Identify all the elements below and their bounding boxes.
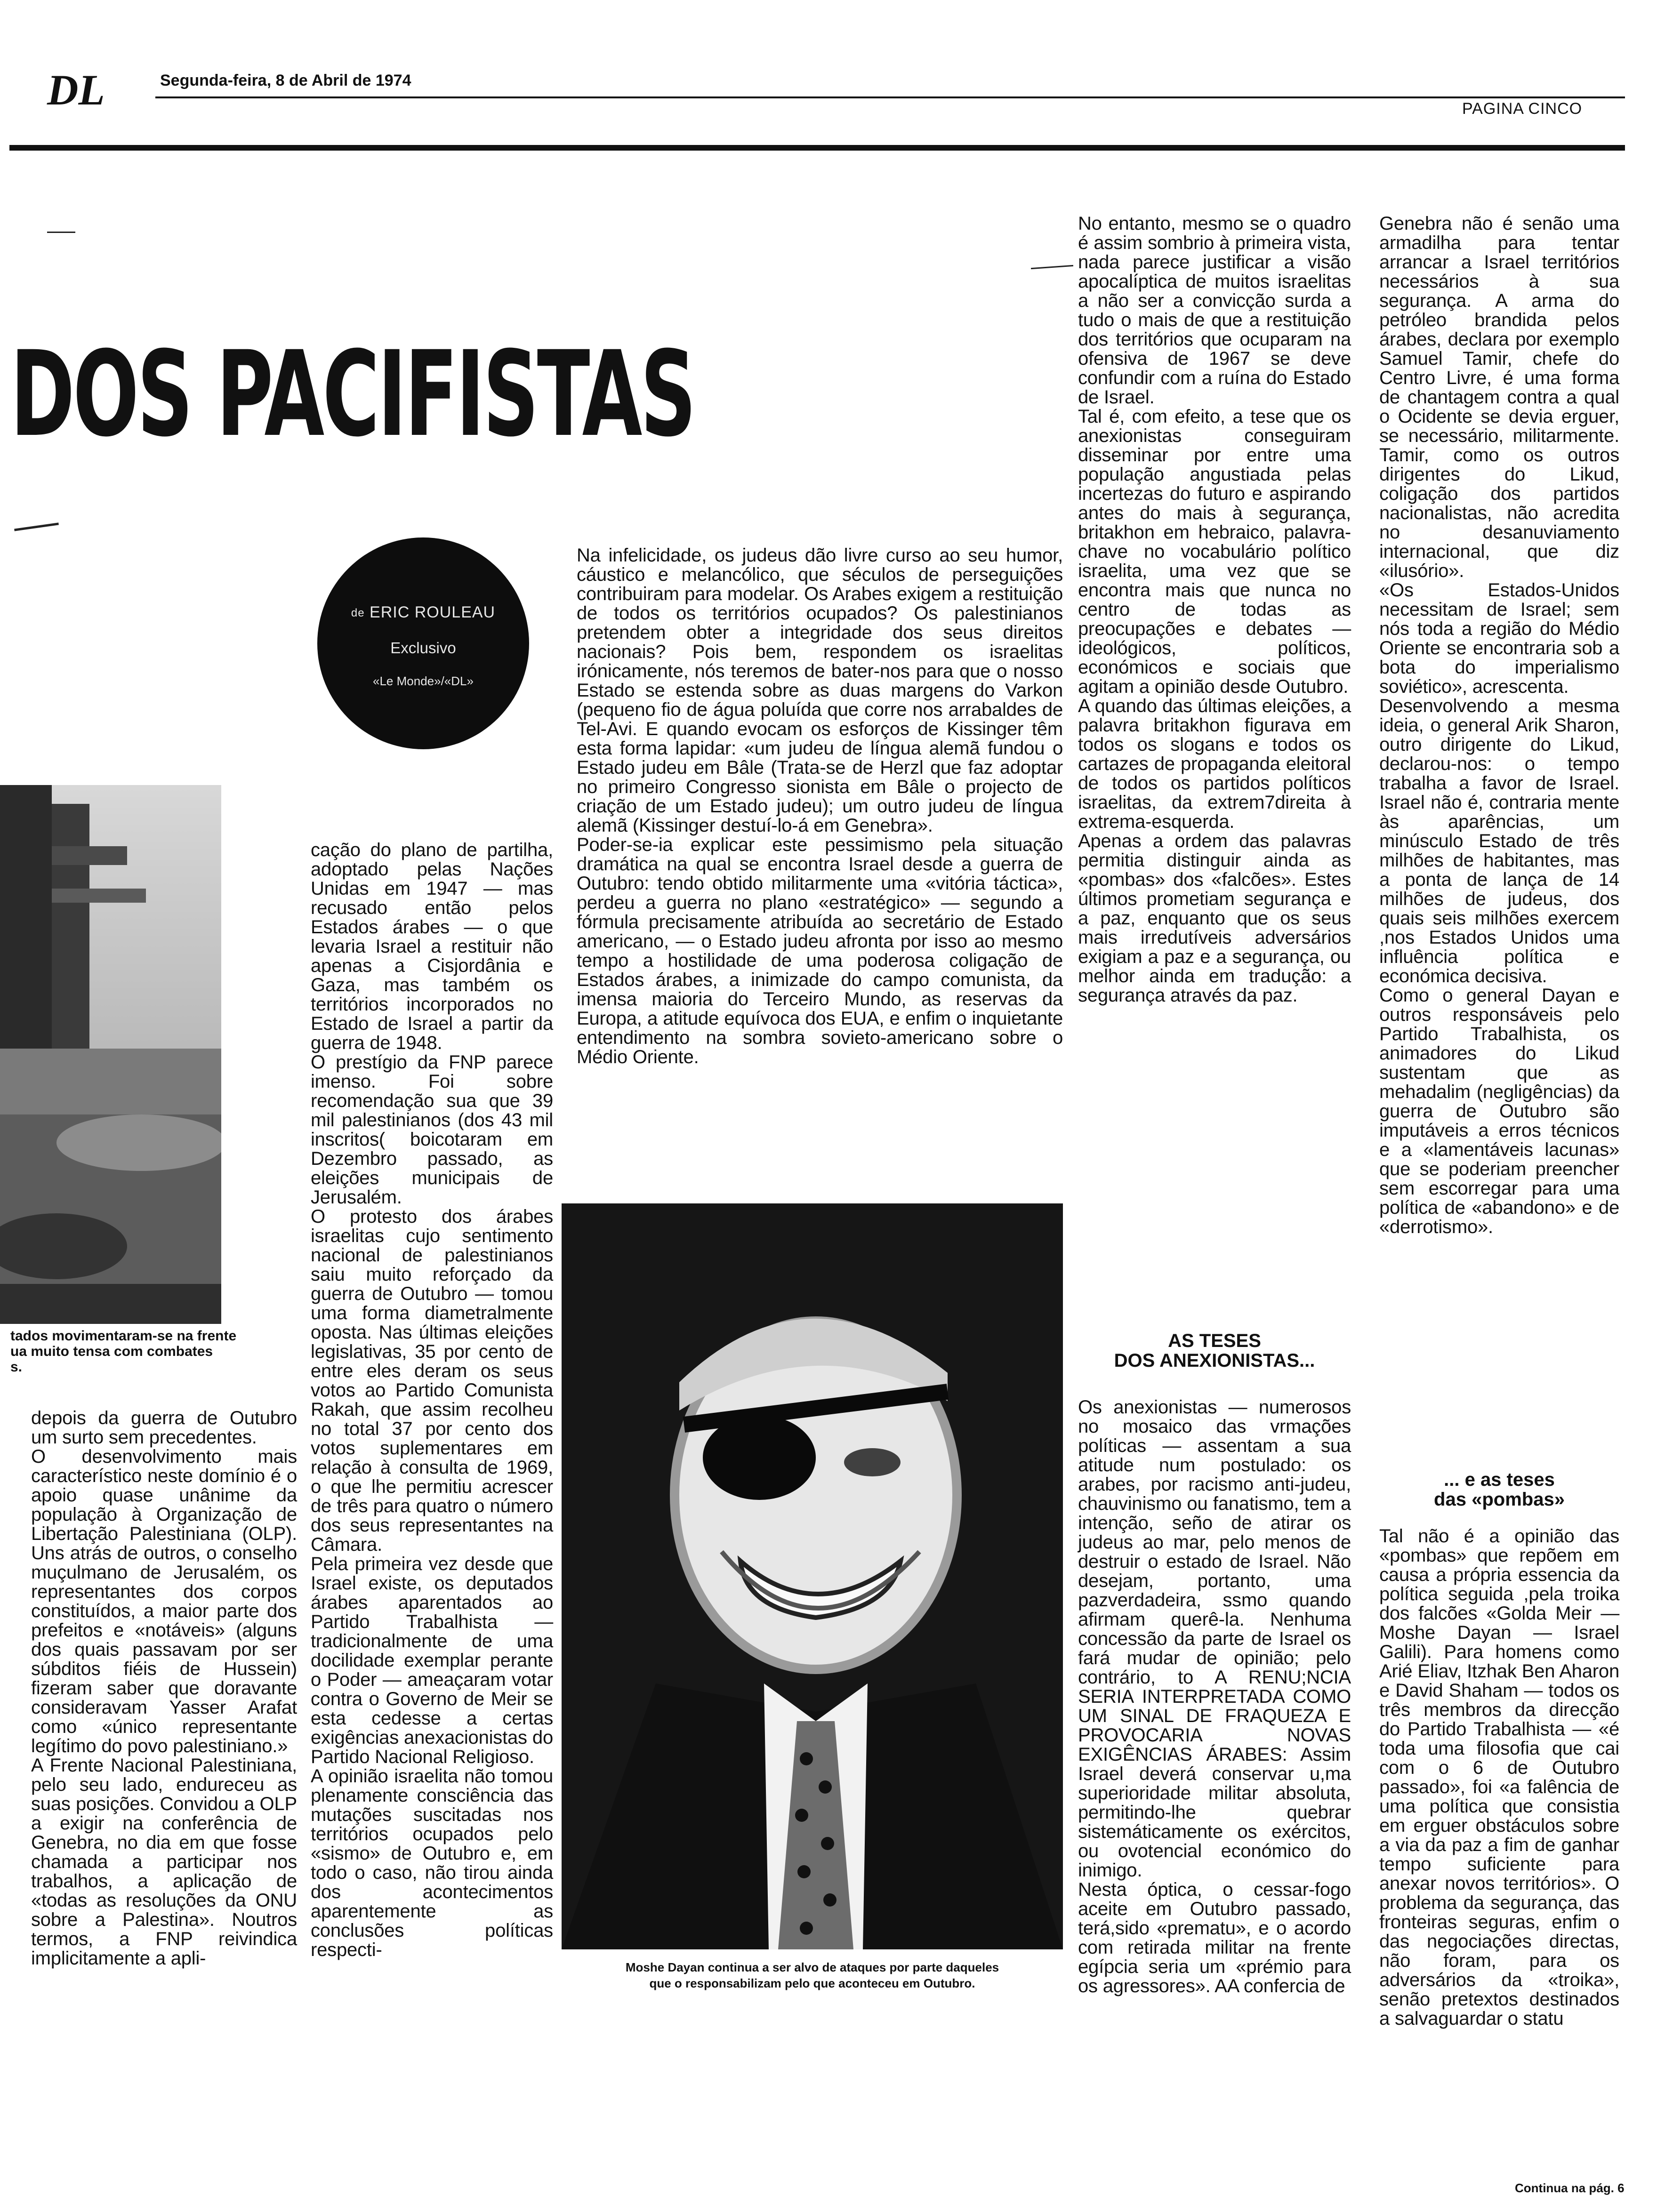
header-rule-thin (155, 96, 1625, 98)
left-news-photo (0, 785, 221, 1324)
byline-badge (317, 537, 529, 749)
page-label: PAGINA CINCO (1462, 100, 1583, 118)
header-rule-thick (9, 145, 1625, 151)
left-photo-caption: tados movimentaram-se na frente ua muito tensa com combates s. (10, 1328, 237, 1375)
issue-date: Segunda-feira, 8 de Abril de 1974 (160, 72, 411, 89)
stray-mark (47, 232, 75, 233)
article-col-1: depois da guerra de Outubro um surto sem precedentes. O desenvolvimento mais característico neste domínio é o apoio quase unânime da população à Organização de Libertação Palestiniana (OLP). Uns atrás de outros, o conselho muçulmano de Jerusalém, os representantes dos corpos constituídos, a maior parte dos prefeitos e «notáveis» (alguns dos quais passavam por ser súbditos fiéis de Hussein) fizeram saber que doravante consideravam Yasser Arafat como «único representante legítimo do povo palestiniano.» A Frente Nacional Palestiniana, pelo seu lado, endureceu as suas posições. Convidou a OLP a exigir na conferência de Genebra, no dia em que fosse chamada a participar nos trabalhos, a aplicação de «todas as resoluções da ONU sobre a Palestina». Noutros termos, a FNP reivindica implicitamente a apli- (31, 1408, 297, 1969)
subhead-anexionistas: AS TESES DOS ANEXIONISTAS... (1114, 1330, 1315, 1371)
article-col-5-upper: Genebra não é senão uma armadilha para tentar arrancar a Israel territórios necessários à sua segurança. A arma do petróleo brandida pelos árabes, declara por exemplo Samuel Tamir, chefe do Centro Livre, é uma forma de chantagem contra a qual o Ocidente se devia erguer, se necessário, militarmente. Tamir, como os outros dirigentes do Likud, coligação dos partidos nacionalistas, não acredita no desanuviamento internacional, que diz «ilusório». «Os Estados-Unidos necessitam de Israel; sem nós toda a região do Médio Oriente se encontraria sob a bota do imperialismo soviético», acrescenta. Desenvolvendo a mesma ideia, o general Arik Sharon, outro dirigente do Likud, declarou-nos: o tempo trabalha a favor de Israel. Israel não é, contraria mente às aparências, um minúsculo Estado de três milhões de habitantes, mas a ponta de lança de 14 milhões de judeus, dos quais seis milhões exercem ,nos Estados Unidos uma influência política e económica decisiva. Como o general Dayan e outros responsáveis pelo Partido Trabalhista, os animadores do Likud sustentam que as mehadalim (negligências) da guerra de Outubro são imputáveis a erros técnicos e a «lamentáveis lacunas» que se poderiam preencher sem escorregar para uma política de «abandono» e de «derrotismo». (1379, 213, 1619, 1237)
article-col-4-upper: No entanto, mesmo se o quadro é assim sombrio à primeira vista, nada parece justificar a visão apocalíptica de muitos israelitas a não ser a convicção surda a tudo o mais de que a restituição dos territórios que ocuparam na ofensiva de 1967 se deve confundir com a ruína do Estado de Israel. Tal é, com efeito, a tese que os anexionistas conseguiram disseminar por entre uma população angustiada pelas incertezas do futuro e aspirando antes do mais à segurança, britakhon em hebraico, palavra-chave no vocabulário político israelita, uma vez que se encontra mais que nunca no centro de todas as preocupações e debates — ideológicos, políticos, económicos e sociais que agitam a opinião desde Outubro. A quando das últimas eleições, a palavra britakhon figurava em todos os slogans e todos os cartazes de propaganda eleitoral de todos os partidos políticos israelitas, da extrem7direita à extrema-esquerda. Apenas a ordem das palavras permitia distinguir ainda as «pombas» dos «falcões». Estes últimos prometiam segurança e a paz, enquanto que os seus mais irredutíveis adversários exigiam a paz e a segurança, ou melhor ainda em tradução: a segurança através da paz. (1078, 213, 1351, 1006)
subhead-pombas: ... e as teses das «pombas» (1434, 1469, 1565, 1510)
article-col-5-lower: Tal não é a opinião das «pombas» que repõem em causa a própria essencia da política seguida ,pela troika dos falcões «Golda Meir — Moshe Dayan — Israel Galili). Para homens como Arié Eliav, Itzhak Ben Aharon e David Shaham — todos os três membros da direcção do Partido Trabalhista — «é toda uma filosofia que cai com o 6 de Outubro passado», foi «a falência de uma política que consistia em erguer obstáculos sobre a via da paz a fim de ganhar tempo suficiente para anexar novos territórios». O problema da segurança, das fronteiras seguras, enfim o das negociações directas, não foram, para os adversários da «troika», senão pretextos destinados a salvaguardar o statu (1379, 1526, 1619, 2029)
article-col-2: cação do plano de partilha, adoptado pelas Nações Unidas em 1947 — mas recusado então pelos Estados árabes — o que levaria Israel a restituir não apenas a Cisjordânia e Gaza, mas também os territórios incorporados no Estado de Israel a partir da guerra de 1948. O prestígio da FNP parece imenso. Foi sobre recomendação sua que 39 mil palestinianos (dos 43 mil inscritos( boicotaram em Dezembro passado, as eleições municipais de Jerusalém. O protesto dos árabes israelitas cujo sentimento nacional de palestinianos saiu muito reforçado da guerra de Outubro — tomou uma forma diametralmente oposta. Nas últimas eleições legislativas, 35 por cento de entre eles deram os seus votos ao Partido Comunista Rakah, que assim recolheu no total 37 por cento dos votos suplementares em relação à consulta de 1969, o que lhe permitiu acrescer de três para quatro o número dos seus representantes na Câmara. Pela primeira vez desde que Israel existe, os deputados árabes aparentados ao Partido Trabalhista — tradicionalmente de uma docilidade exemplar perante o Poder — ameaçaram votar contra o Governo de Meir se esta cedesse a certas exigências anexacionistas do Partido Nacional Religioso. A opinião israelita não tomou plenamente consciência das mutações suscitadas nos territórios ocupados pelo «sismo» de Outubro e, em todo o caso, não tirou ainda dos acontecimentos aparentemente as conclusões políticas respecti- (311, 840, 553, 1960)
tank-photo-illustration (0, 785, 221, 1324)
byline-prefix: de (351, 607, 365, 620)
stray-mark (1031, 265, 1073, 269)
byline-exclusive: Exclusivo (390, 639, 456, 657)
moshe-dayan-photo (562, 1203, 1063, 1949)
masthead-logo: DL (47, 66, 105, 114)
headline: DOS PACIFISTAS (10, 326, 695, 463)
byline-author: ERIC ROULEAU (370, 603, 496, 621)
article-col-3: Na infelicidade, os judeus dão livre curso ao seu humor, cáustico e melancólico, que séculos de perseguições contribuiram para modelar. Os Arabes exigem a restituição de todos os territórios ocupados? Os palestinianos pretendem obter a integridade dos seus direitos nacionais? Pois bem, respondem os israelitas irónicamente, nós teremos de bater-nos para que o nosso Estado se estenda sobre as duas margens do Varkon (pequeno fio de água poluída que corre nos arrabaldes de Tel-Avi. E quando evocam os esforços de Kissinger têm esta forma lapidar: «um judeu de língua alemã fundou o Estado judeu em Bâle (Trata-se de Herzl que faz adoptar no primeiro Congresso sionista em Bâle o projecto de criação de um Estado judeu); um outro judeu de língua alemã (Kissinger destuí-lo-á em Genebra». Poder-se-ia explicar este pessimismo pela situação dramática na qual se encontra Israel desde a guerra de Outubro: tendo obtido militarmente uma «vitória táctica», perdeu a guerra no plano «estratégico» — segundo a fórmula precisamente atribuída ao secretário de Estado americano, — o Estado judeu afronta por isso ao mesmo tempo a hostilidade de uma poderosa coligação de Estados árabes, a inimizade do campo comunista, da imensa maioria do Terceiro Mundo, as reservas da Europa, a atitude equívoca dos EUA, e enfim o inquietante entendimento na sombra sovieto-americano sobre o Médio Oriente. (577, 545, 1063, 1067)
portrait-illustration (562, 1203, 1063, 1949)
photo-caption: Moshe Dayan continua a ser alvo de ataques por parte daqueles que o responsabilizam pelo que aconteceu em Outubro. (625, 1960, 999, 1990)
byline-source: «Le Monde»/«DL» (373, 674, 474, 688)
continued-on-page-link[interactable]: Continua na pág. 6 (1515, 2181, 1625, 2195)
stray-mark (14, 522, 59, 531)
article-col-4-lower: Os anexionistas — numerosos no mosaico das vrmações políticas — assentam a sua atitude num postulado: os arabes, por racismo anti-judeu, chauvinismo ou fanatismo, tem a intenção, seño de atirar os judeus ao mar, pelo menos de destruir o estado de Israel. Não desejam, portanto, uma pazverdadeira, ssmo quando afirmam querê-la. Nenhuma concessão da parte de Israel os fará mudar de opinião; pelo contrário, to A RENU;NCIA SERIA INTERPRETADA COMO UM SINAL DE FRAQUEZA E PROVOCARIA NOVAS EXIGÊNCIAS ÁRABES: Assim Israel deverá conservar u,ma superioridade militar absoluta, permitindo-lhe quebrar sistemáticamente os exércitos, ou ovotencial económico do inimigo. Nesta óptica, o cessar-fogo aceite em Outubro passado, terá,sido «prematu», e o acordo com retirada militar na frente egípcia seria um «prémio para os agressores». AA confercia de (1078, 1397, 1351, 1996)
